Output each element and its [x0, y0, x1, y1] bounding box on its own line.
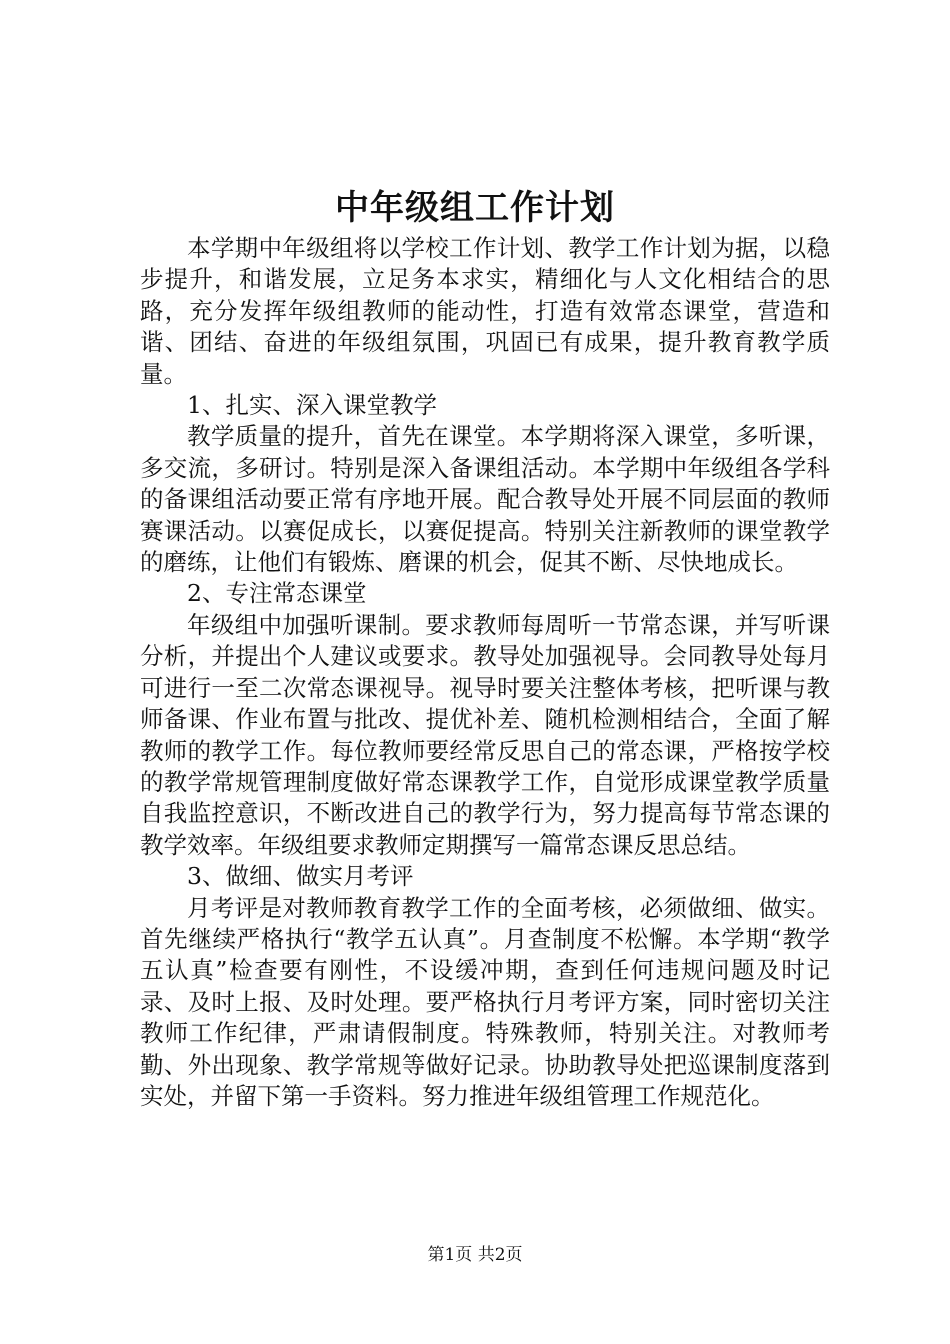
section-paragraph-3: 月考评是对教师教育教学工作的全面考核，必须做细、做实。首先继续严格执行“教学五认真”。月查制度不松懈。本学期“教学五认真”检查要有刚性，不设缓冲期，查到任何违规问题及时记录、及时上报、及时处理。要严格执行月考评方案，同时密切关注教师工作纪律，严肃请假制度。特殊教师，特别关注。对教师考勤、外出现象、教学常规等做好记录。协助教导处把巡课制度落到实处，并留下第一手资料。努力推进年级组管理工作规范化。 [140, 893, 830, 1110]
document-body [140, 233, 830, 1112]
intro-paragraph: 本学期中年级组将以学校工作计划、教学工作计划为据，以稳步提升，和谐发展，立足务本求实，精细化与人文化相结合的思路，充分发挥年级组教师的能动性，打造有效常态课堂，营造和谐、团结、奋进的年级组氛围，巩固已有成果，提升教育教学质量。 [140, 234, 830, 388]
section-heading-3: 3、做细、做实月考评 [187, 862, 414, 891]
document-title: 中年级组工作计划 [335, 188, 615, 228]
section-paragraph-2: 年级组中加强听课制。要求教师每周听一节常态课，并写听课分析，并提出个人建议或要求。教导处加强视导。会同教导处每月可进行一至二次常态课视导。视导时要关注整体考核，把听课与教师备课、作业布置与批改、提优补差、随机检测相结合，全面了解教师的教学工作。每位教师要经常反思自己的常态课，严格按学校的教学常规管理制度做好常态课教学工作，自觉形成课堂教学质量自我监控意识，不断改进自己的教学行为，努力提高每节常态课的教学效率。年级组要求教师定期撰写一篇常态课反思总结。 [140, 610, 830, 859]
page-number-footer: 第1页 共2页 [427, 1245, 523, 1265]
section-heading-2: 2、专注常态课堂 [187, 579, 367, 608]
section-paragraph-1: 教学质量的提升，首先在课堂。本学期将深入课堂，多听课，多交流，多研讨。特别是深入备课组活动。本学期中年级组各学科的备课组活动要正常有序地开展。配合教导处开展不同层面的教师赛课活动。以赛促成长，以赛促提高。特别关注新教师的课堂教学的磨练，让他们有锻炼、磨课的机会，促其不断、尽快地成长。 [140, 422, 830, 577]
section-heading-1: 1、扎实、深入课堂教学 [187, 391, 437, 420]
